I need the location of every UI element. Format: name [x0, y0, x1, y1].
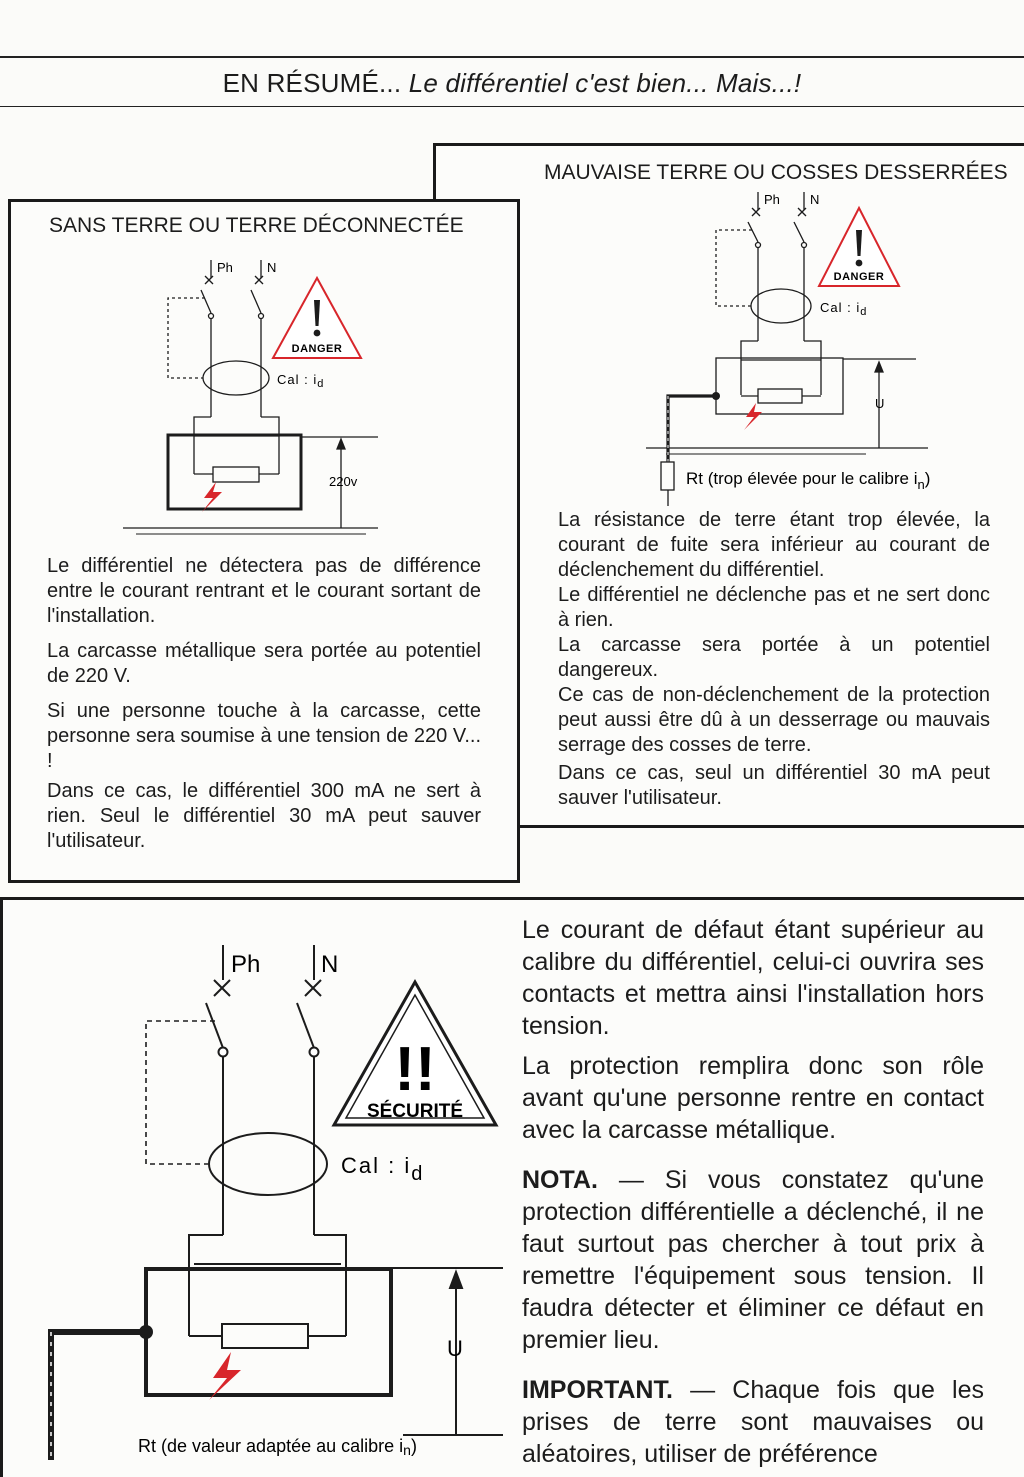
no-earth-paragraph-3: Si une personne touche à la carcasse, cette personne sera soumise à une tension de 220 V... !: [47, 700, 482, 772]
title-prefix: EN RÉSUMÉ...: [222, 68, 402, 98]
bad-earth-paragraph-1: La résistance de terre étant trop élevée, la courant de fuite sera inférieur au courant de déclenchement du différentiel.: [558, 509, 990, 581]
panel-no-earth-title: SANS TERRE OU TERRE DÉCONNECTÉE: [49, 214, 464, 237]
header-rule: [0, 106, 1024, 107]
panel-good-earth: [0, 897, 1024, 1477]
no-earth-ph-label: Ph: [217, 260, 233, 275]
bad-earth-u-label: U: [875, 396, 885, 411]
panel-no-earth: [8, 199, 520, 883]
important-label: IMPORTANT.: [522, 1376, 673, 1404]
lightning-icon: [744, 403, 762, 430]
good-earth-paragraph-2: La protection remplira donc son rôle avant qu'une personne rentre en contact avec la carcasse métallique.: [522, 1052, 984, 1144]
no-earth-voltage-label: 220v: [329, 474, 358, 489]
no-earth-text: [47, 554, 481, 854]
good-earth-n-label: N: [321, 951, 339, 978]
bad-earth-cal-label: Cal : $i_d$: [820, 300, 868, 318]
good-earth-ph-label: Ph: [231, 951, 261, 978]
danger-triangle-icon: [273, 278, 361, 358]
bad-earth-paragraph-3: La carcasse sera portée à un potentiel dangereux.: [558, 634, 990, 681]
bad-earth-text: [558, 508, 990, 811]
good-earth-cal-label: Cal : id: [341, 1153, 425, 1185]
title-tagline: Le différentiel c'est bien... Mais...!: [408, 68, 802, 98]
no-earth-paragraph-4: Dans ce cas, le différentiel 300 mA ne sert à rien. Seul le différentiel 30 mA peut sauver l'utilisateur.: [47, 780, 481, 852]
bad-earth-danger-text: DANGER: [833, 271, 885, 283]
bad-earth-n-label: N: [810, 192, 820, 207]
nota-label: NOTA.: [522, 1166, 598, 1194]
good-earth-rt-label: Rt (de valeur adaptée au calibre in): [138, 1436, 417, 1458]
bad-earth-diagram: [436, 146, 1024, 516]
good-earth-diagram: [3, 900, 513, 1460]
bad-earth-paragraph-5: Dans ce cas, seul un différentiel 30 mA peut sauver l'utilisateur.: [558, 762, 990, 809]
bad-earth-paragraph-4: Ce cas de non-déclenchement de la protection peut aussi être dû à un desserrage ou mauvais serrage des cosses de terre.: [558, 684, 990, 756]
security-mark-text: !!: [394, 1035, 436, 1104]
no-earth-paragraph-2: La carcasse métallique sera portée au potentiel de 220 V.: [47, 640, 481, 687]
bad-earth-paragraph-2: Le différentiel ne déclenche pas et ne sert donc à rien.: [558, 584, 990, 631]
security-text: SÉCURITÉ: [366, 1101, 464, 1122]
important-text: — Chaque fois que les prises de terre sont mauvaises ou aléatoires, utiliser de préférence: [522, 1376, 984, 1468]
danger-triangle-icon: [819, 208, 899, 286]
nota-text: — Si vous constatez qu'une protection différentielle a déclenché, il ne faut surtout pas chercher à tout prix à remettre l'équipement sous tension. Il faudra détecter et éliminer ce défaut en premier lieu.: [522, 1166, 984, 1354]
good-earth-text: [522, 914, 984, 1470]
good-earth-paragraph-1: Le courant de défaut étant supérieur au calibre du différentiel, celui-ci ouvrira ses contacts et mettra ainsi l'installation hors tension.: [522, 916, 984, 1040]
lightning-icon: [209, 1352, 241, 1400]
no-earth-n-label: N: [267, 260, 277, 275]
no-earth-cal-label: Cal : $i_d$: [277, 372, 325, 390]
no-earth-paragraph-1: Le différentiel ne détectera pas de différence entre le courant rentrant et le courant sortant de l'installation.: [47, 555, 481, 627]
good-earth-u-label: U: [447, 1336, 463, 1361]
page-title: [0, 68, 1024, 99]
panel-bad-earth-title: MAUVAISE TERRE OU COSSES DESSERRÉES: [544, 161, 1008, 184]
security-triangle-icon: [334, 982, 496, 1125]
bad-earth-ph-label: Ph: [764, 192, 780, 207]
no-earth-danger-text: DANGER: [291, 343, 343, 355]
nota-paragraph: [522, 1164, 984, 1356]
important-paragraph: [522, 1374, 984, 1470]
no-earth-diagram: [11, 202, 523, 542]
top-rule: [0, 56, 1024, 58]
bad-earth-rt-label: Rt (trop élevée pour le calibre $i_n$): [686, 469, 931, 492]
